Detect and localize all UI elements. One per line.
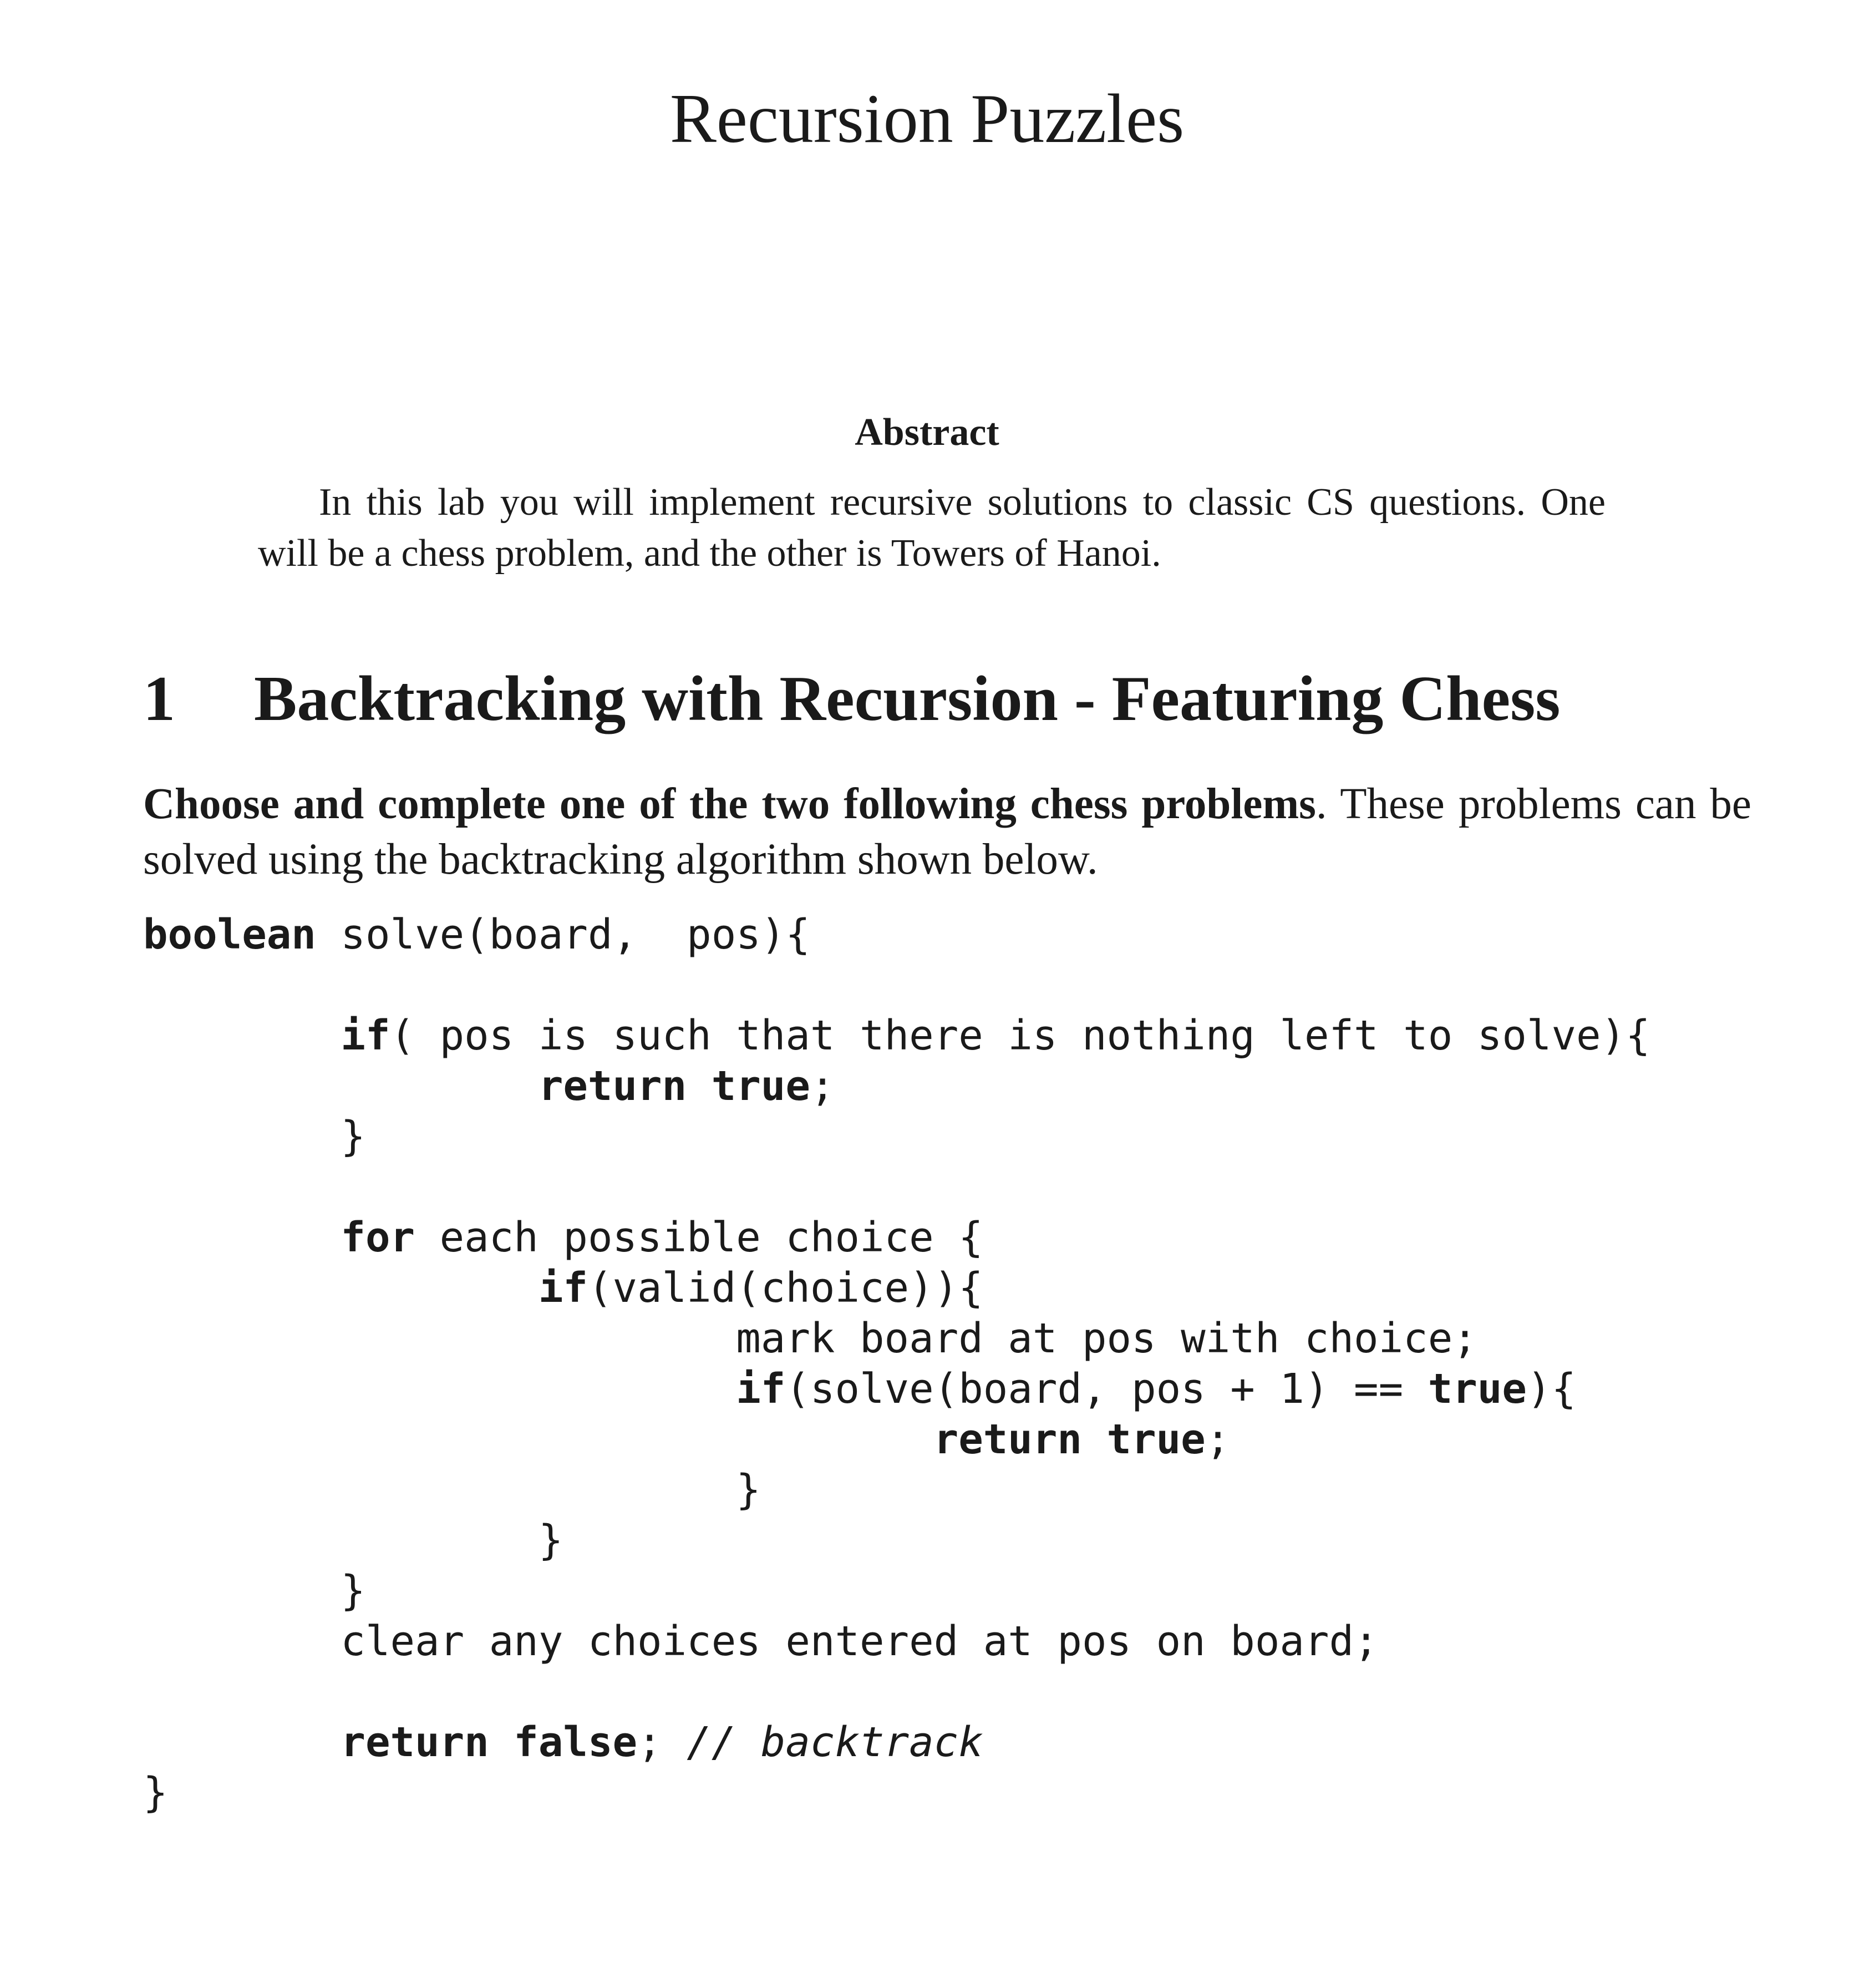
- code-line: [143, 1768, 1807, 1818]
- code-text: ){: [1526, 1365, 1577, 1413]
- intro-paragraph: [143, 777, 1751, 888]
- code-text: }: [143, 1517, 563, 1564]
- intro-bold-instruction: Choose and complete one of the two following chess problems: [143, 780, 1316, 828]
- code-text: (solve(board, pos + 1) ==: [785, 1365, 1428, 1413]
- code-keyword: for: [341, 1214, 415, 1261]
- code-text: each possible choice {: [415, 1214, 983, 1261]
- code-line: [143, 1465, 1807, 1515]
- code-line: [143, 960, 1807, 1011]
- code-text: [143, 1214, 341, 1261]
- code-line: [143, 1263, 1807, 1314]
- section-heading: [143, 657, 1807, 741]
- intro-text: . These problems can be solved using the backtracking algorithm shown below.: [143, 780, 1751, 884]
- code-text: solve(board, pos){: [316, 911, 810, 958]
- code-text: }: [143, 1113, 365, 1160]
- code-text: clear any choices entered at pos on board;: [143, 1617, 1379, 1665]
- code-text: }: [143, 1769, 168, 1817]
- code-keyword: true: [1428, 1365, 1527, 1413]
- code-text: [143, 1365, 736, 1413]
- code-text: ;: [810, 1062, 835, 1110]
- section-title: Backtracking with Recursion - Featuring Chess: [254, 663, 1561, 734]
- code-text: }: [143, 1466, 761, 1514]
- code-keyword: if: [538, 1264, 588, 1312]
- code-line: [143, 1213, 1807, 1263]
- code-line: [143, 1616, 1807, 1667]
- code-keyword: if: [736, 1365, 786, 1413]
- code-line: [143, 1364, 1807, 1414]
- code-line: [143, 1566, 1807, 1616]
- code-text: mark board at pos with choice;: [143, 1315, 1477, 1362]
- code-line: [143, 1314, 1807, 1364]
- code-line: [143, 1414, 1807, 1465]
- code-line: [143, 1011, 1807, 1061]
- code-line: [143, 1162, 1807, 1213]
- code-text: ;: [637, 1718, 687, 1766]
- code-line: [143, 1515, 1807, 1566]
- document-title: Recursion Puzzles: [669, 80, 1185, 158]
- code-keyword: return true: [538, 1062, 810, 1110]
- code-keyword: return true: [933, 1416, 1206, 1463]
- code-line: [143, 1112, 1807, 1162]
- code-text: [143, 1062, 539, 1110]
- code-text: [143, 1012, 341, 1059]
- code-text: ;: [1205, 1416, 1231, 1463]
- code-line: [143, 1667, 1807, 1717]
- code-line: [143, 1061, 1807, 1112]
- code-listing: [143, 910, 1807, 1818]
- code-comment: // backtrack: [687, 1718, 983, 1766]
- code-text: [143, 1264, 539, 1312]
- code-keyword: return false: [341, 1718, 638, 1766]
- code-line: [143, 1717, 1807, 1768]
- abstract-heading: Abstract: [855, 411, 999, 454]
- code-text: [143, 1416, 934, 1463]
- section-number: 1: [143, 663, 175, 734]
- code-text: [143, 1718, 341, 1766]
- code-text: ( pos is such that there is nothing left to solve){: [390, 1012, 1650, 1059]
- code-text: }: [143, 1567, 365, 1615]
- code-line: [143, 910, 1807, 960]
- code-keyword: boolean: [143, 911, 316, 958]
- code-keyword: if: [341, 1012, 390, 1059]
- code-text: (valid(choice)){: [587, 1264, 983, 1312]
- abstract-text: In this lab you will implement recursive solutions to classic CS questions. One will be a chess problem, and the other is Towers of Hanoi.: [258, 481, 1606, 575]
